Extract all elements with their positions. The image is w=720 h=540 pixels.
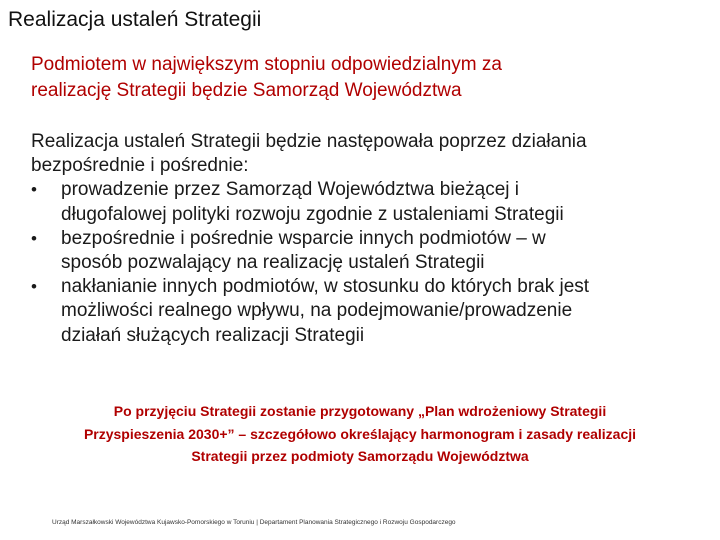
- bullet-line: nakłanianie innych podmiotów, w stosunku do których brak jest: [61, 276, 590, 298]
- lead-line: Podmiotem w największym stopniu odpowiedzialnym za: [31, 54, 502, 75]
- slide-title: Realizacja ustaleń Strategii: [8, 8, 262, 31]
- intro-line: Realizacja ustaleń Strategii będzie następowała poprzez działania: [31, 131, 587, 152]
- bullet-line: działań służących realizacji Strategii: [61, 324, 365, 346]
- lead-line: realizację Strategii będzie Samorząd Województwa: [31, 80, 462, 101]
- bullet-item: [31, 275, 711, 348]
- body-text: [31, 130, 711, 348]
- implementation-plan-note: [0, 400, 720, 468]
- note-line: Po przyjęciu Strategii zostanie przygotowany „Plan wdrożeniowy Strategii: [113, 403, 607, 419]
- note-line: Przyspieszenia 2030+” – szczegółowo określający harmonogram i zasady realizacji: [83, 425, 637, 442]
- bullet-list: [31, 178, 711, 347]
- bullet-line: bezpośrednie i pośrednie wsparcie innych podmiotów – w: [61, 227, 546, 249]
- note-line: Strategii przez podmioty Samorządu Województwa: [191, 448, 529, 464]
- bullet-icon: •: [31, 228, 37, 248]
- bullet-icon: •: [31, 277, 37, 297]
- bullet-line: możliwości realnego wpływu, na podejmowanie/prowadzenie: [61, 300, 573, 322]
- intro-line: bezpośrednie i pośrednie:: [31, 155, 249, 177]
- bullet-line: długofalowej polityki rozwoju zgodnie z ustaleniami Strategii: [61, 203, 564, 225]
- footer-credit: Urząd Marszałkowski Województwa Kujawsko-Pomorskiego w Toruniu | Departament Planowania Strategicznego i Rozwoju Gospodarczego: [52, 519, 456, 526]
- lead-statement: [31, 52, 691, 104]
- bullet-item: [31, 227, 711, 275]
- bullet-line: prowadzenie przez Samorząd Województwa bieżącej i: [61, 179, 519, 201]
- bullet-icon: •: [31, 180, 37, 200]
- bullet-line: sposób pozwalający na realizację ustaleń Strategii: [61, 252, 485, 274]
- bullet-item: [31, 178, 711, 226]
